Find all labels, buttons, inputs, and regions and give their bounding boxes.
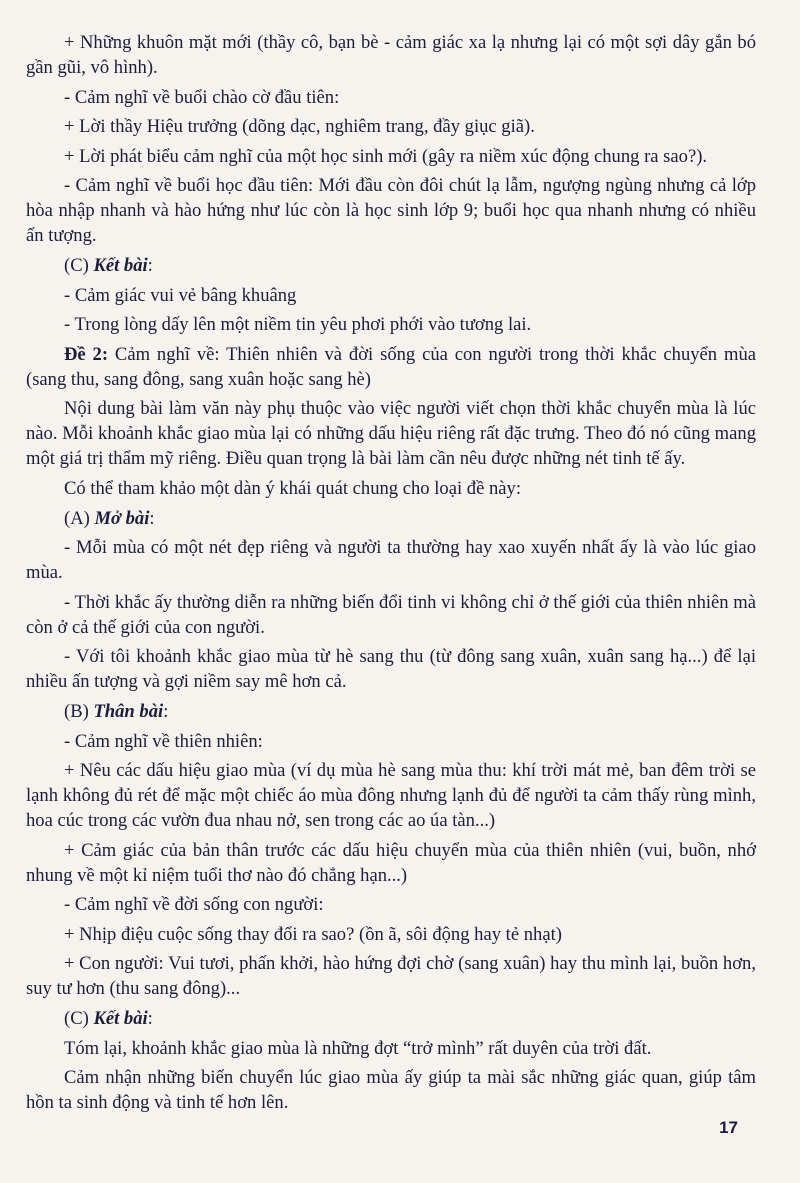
paragraph: - Cảm giác vui vẻ bâng khuâng	[64, 284, 297, 306]
paragraph: + Lời phát biểu cảm nghĩ của một học sinh mới (gây ra niềm xúc động chung ra sao?).	[64, 145, 708, 167]
paragraph: - Với tôi khoảnh khắc giao mùa từ hè sang thu (từ đông sang xuân, xuân sang hạ...) để lại nhiều ấn tượng và gợi niềm say mê hơn cả.	[26, 646, 756, 693]
page-number: 17	[719, 1118, 738, 1137]
section-label: Kết bài	[93, 254, 148, 276]
section-label: Mở bài	[94, 507, 150, 529]
section-heading-ket-bai: (C) Kết bài:	[64, 254, 153, 276]
paragraph: Tóm lại, khoảnh khắc giao mùa là những đợt “trở mình” rất duyên của trời đất.	[64, 1037, 652, 1059]
paragraph: - Cảm nghĩ về thiên nhiên:	[64, 730, 263, 752]
paragraph: - Trong lòng dấy lên một niềm tin yêu phơi phới vào tương lai.	[64, 314, 532, 336]
paragraph: - Cảm nghĩ về đời sống con người:	[64, 894, 324, 916]
section-heading-than-bai: (B) Thân bài:	[64, 700, 169, 722]
paragraph: + Cảm giác của bản thân trước các dấu hiệu chuyển mùa của thiên nhiên (vui, buồn, nhớ nhung về một kỉ niệm tuổi thơ nào đó chẳng hạn...)	[26, 839, 756, 886]
paragraph: - Cảm nghĩ về buổi học đầu tiên: Mới đầu còn đôi chút lạ lẫm, ngượng ngùng nhưng cả lớp hòa nhập nhanh và hào hứng như lúc còn là học sinh lớp 9; buổi học qua nhanh nhưng có nhiều ấn tượng.	[26, 175, 756, 247]
paragraph: Có thể tham khảo một dàn ý khái quát chung cho loại đề này:	[64, 477, 521, 499]
section-heading-mo-bai: (A) Mở bài:	[64, 507, 155, 529]
section-heading-ket-bai: (C) Kết bài:	[64, 1008, 153, 1030]
paragraph: - Cảm nghĩ về buổi chào cờ đầu tiên:	[64, 86, 340, 108]
paragraph: + Nêu các dấu hiệu giao mùa (ví dụ mùa hè sang mùa thu: khí trời mát mẻ, ban đêm trời se lạnh không đủ rét để mặc một chiếc áo mùa đông nhưng lạnh đủ để người ta cảm thấy rùng mình, hoa cúc trong các vườn đua nhau nở, sen trong các ao úa tàn...)	[26, 760, 756, 832]
section-label: Thân bài	[93, 700, 164, 722]
topic-label: Đề 2:	[64, 343, 109, 365]
paragraph: + Lời thầy Hiệu trưởng (dõng dạc, nghiêm trang, đầy giục giã).	[64, 116, 535, 138]
paragraph: - Mỗi mùa có một nét đẹp riêng và người ta thường hay xao xuyến nhất ấy là vào lúc giao mùa.	[26, 537, 756, 584]
paragraph: + Nhịp điệu cuộc sống thay đổi ra sao? (ồn ã, sôi động hay tẻ nhạt)	[64, 923, 562, 945]
paragraph: + Những khuôn mặt mới (thầy cô, bạn bè - cảm giác xa lạ nhưng lại có một sợi dây gắn bó gần gũi, vô hình).	[26, 32, 756, 78]
paragraph: Nội dung bài làm văn này phụ thuộc vào việc người viết chọn thời khắc chuyển mùa là lúc nào. Mỗi khoảnh khắc giao mùa lại có những dấu hiệu riêng rất đặc trưng. Theo đó nó cũng mang một giá trị thẩm mỹ riêng. Điều quan trọng là bài làm cần nêu được những nét tinh tế ấy.	[26, 398, 756, 470]
page-body	[26, 30, 756, 1115]
topic-heading: Đề 2: Cảm nghĩ về: Thiên nhiên và đời sống của con người trong thời khắc chuyển mùa (sang thu, sang đông, sang xuân hoặc sang hè)	[26, 343, 756, 390]
section-label: Kết bài	[93, 1008, 148, 1030]
paragraph: - Thời khắc ấy thường diễn ra những biến đổi tinh vi không chỉ ở thế giới của thiên nhiên mà còn ở cả thế giới của con người.	[26, 591, 756, 638]
paragraph: Cảm nhận những biến chuyển lúc giao mùa ấy giúp ta mài sắc những giác quan, giúp tâm hồn ta sinh động và tinh tế hơn lên.	[26, 1067, 756, 1114]
paragraph: + Con người: Vui tươi, phấn khởi, hào hứng đợi chờ (sang xuân) hay thu mình lại, buồn hơn, suy tư hơn (thu sang đông)...	[26, 953, 756, 1000]
